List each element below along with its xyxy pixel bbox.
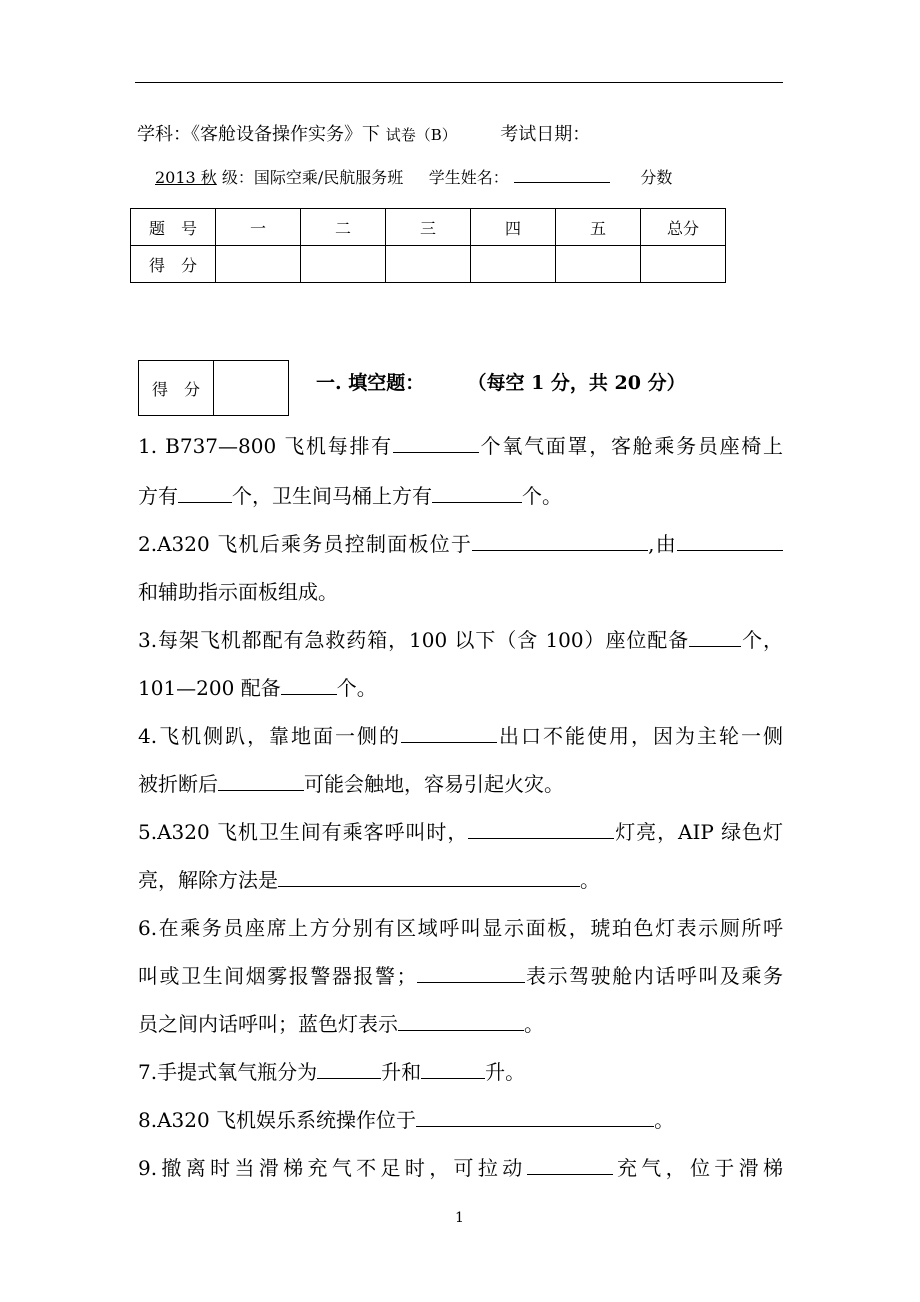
question-8: [138, 1104, 674, 1133]
question-text: 灯亮，AIP 绿色灯: [614, 820, 783, 844]
question-text: 升。: [485, 1060, 526, 1084]
answer-blank[interactable]: [677, 530, 783, 551]
exam-date-label: 考试日期：: [500, 124, 591, 145]
question-text: 5.A320 飞机卫生间有乘客呼叫时，: [138, 820, 469, 844]
question-text: 3.每架飞机都配有急救药箱，100 以下（含 100）座位配备: [138, 628, 690, 652]
answer-blank[interactable]: [393, 432, 479, 453]
question-text: 个，卫生间马桶上方有: [232, 484, 432, 508]
question-4-line-2: [138, 768, 564, 797]
answer-blank[interactable]: [281, 674, 337, 695]
question-text: 充气，位于滑梯: [612, 1156, 783, 1180]
question-text: 叫或卫生间烟雾报警器报警；: [138, 964, 417, 988]
header-line-1: [137, 120, 590, 146]
answer-blank[interactable]: [417, 962, 525, 983]
score-header-cell: 总分: [641, 209, 726, 246]
score-cell[interactable]: [641, 246, 726, 283]
answer-blank[interactable]: [401, 722, 497, 743]
question-text: 。: [580, 868, 600, 892]
score-cell[interactable]: [471, 246, 556, 283]
question-text: 4.飞机侧趴，靠地面一侧的: [138, 724, 402, 748]
question-text: 1. B737—800 飞机每排有: [138, 434, 393, 458]
section-score-cell[interactable]: [214, 361, 289, 416]
question-7: [138, 1056, 525, 1085]
question-text: 可能会触地，容易引起火灾。: [304, 772, 564, 796]
question-9-line-1: [138, 1152, 783, 1181]
score-header-cell: 五: [556, 209, 641, 246]
grade: 2013 秋: [155, 168, 217, 187]
question-text: 个氧气面罩，客舱乘务员座椅上: [478, 434, 784, 458]
question-text: 7.手提式氧气瓶分为: [138, 1060, 318, 1084]
answer-blank[interactable]: [527, 1154, 613, 1175]
question-text: 表示驾驶舱内话呼叫及乘务: [524, 964, 783, 988]
score-table-score-row: [131, 246, 726, 283]
section-score-label: 得 分: [139, 361, 214, 416]
question-text: 个，: [741, 628, 783, 652]
top-rule: [135, 82, 783, 83]
subject: 学科：《客舱设备操作实务》下: [137, 124, 380, 145]
header-line-2: [155, 165, 672, 188]
question-text: 2.A320 飞机后乘务员控制面板位于: [138, 532, 473, 556]
question-2-line-2: 和辅助指示面板组成。: [138, 580, 338, 604]
section-score-box: [138, 360, 289, 416]
score-cell[interactable]: [301, 246, 386, 283]
question-6-line-1: 6.在乘务员座席上方分别有区域呼叫显示面板，琥珀色灯表示厕所呼: [138, 916, 783, 940]
section-title-text: 一. 填空题：: [316, 372, 425, 394]
answer-blank[interactable]: [278, 866, 580, 887]
score-row-label: 得 分: [131, 246, 216, 283]
score-cell[interactable]: [556, 246, 641, 283]
answer-blank[interactable]: [421, 1058, 485, 1079]
answer-blank[interactable]: [689, 626, 741, 647]
score-table: [130, 208, 726, 283]
answer-blank[interactable]: [398, 1010, 524, 1031]
answer-blank[interactable]: [218, 770, 304, 791]
question-6-line-2: [138, 960, 783, 989]
question-text: 个。: [522, 484, 562, 508]
answer-blank[interactable]: [472, 530, 648, 551]
score-header-cell: 一: [216, 209, 301, 246]
student-name-blank[interactable]: [514, 168, 610, 183]
section-title: [316, 368, 686, 395]
question-text: 亮，解除方法是: [138, 868, 278, 892]
question-text: 9.撤离时当滑梯充气不足时，可拉动: [138, 1156, 527, 1180]
answer-blank[interactable]: [416, 1106, 654, 1127]
question-4-line-1: [138, 720, 783, 749]
question-text: 被折断后: [138, 772, 218, 796]
question-text: 8.A320 飞机娱乐系统操作位于: [138, 1108, 417, 1132]
question-text: 101—200 配备: [138, 676, 281, 700]
question-6-line-3: [138, 1008, 544, 1037]
question-3-line-1: [138, 624, 783, 653]
answer-blank[interactable]: [432, 482, 522, 503]
question-5-line-1: [138, 816, 783, 845]
question-text: 员之间内话呼叫；蓝色灯表示: [138, 1012, 398, 1036]
question-text: ,由: [648, 532, 678, 556]
answer-blank[interactable]: [317, 1058, 381, 1079]
question-text: 升和: [381, 1060, 422, 1084]
score-header-cell: 三: [386, 209, 471, 246]
score-header-cell: 四: [471, 209, 556, 246]
score-cell[interactable]: [216, 246, 301, 283]
score-header-cell: 题 号: [131, 209, 216, 246]
score-label: 分数: [640, 168, 673, 187]
question-5-line-2: [138, 864, 600, 893]
question-text: 。: [524, 1012, 544, 1036]
question-2-line-1: [138, 528, 783, 557]
answer-blank[interactable]: [468, 818, 614, 839]
answer-blank[interactable]: [178, 482, 232, 503]
paper-type: 试卷（B）: [385, 126, 457, 144]
score-header-cell: 二: [301, 209, 386, 246]
class-label: 级：国际空乘/民航服务班: [221, 168, 404, 187]
score-table-header-row: [131, 209, 726, 246]
question-1-line-2: [138, 480, 562, 509]
score-cell[interactable]: [386, 246, 471, 283]
question-text: 个。: [336, 676, 377, 700]
question-1-line-1: [138, 430, 783, 459]
question-text: 出口不能使用，因为主轮一侧: [497, 724, 783, 748]
question-text: 方有: [138, 484, 178, 508]
question-3-line-2: [138, 672, 377, 701]
page-number: 1: [455, 1210, 464, 1226]
section-points: （每空 1 分，共 20 分）: [467, 372, 686, 394]
question-text: 。: [654, 1108, 675, 1132]
student-name-label: 学生姓名：: [428, 168, 509, 187]
